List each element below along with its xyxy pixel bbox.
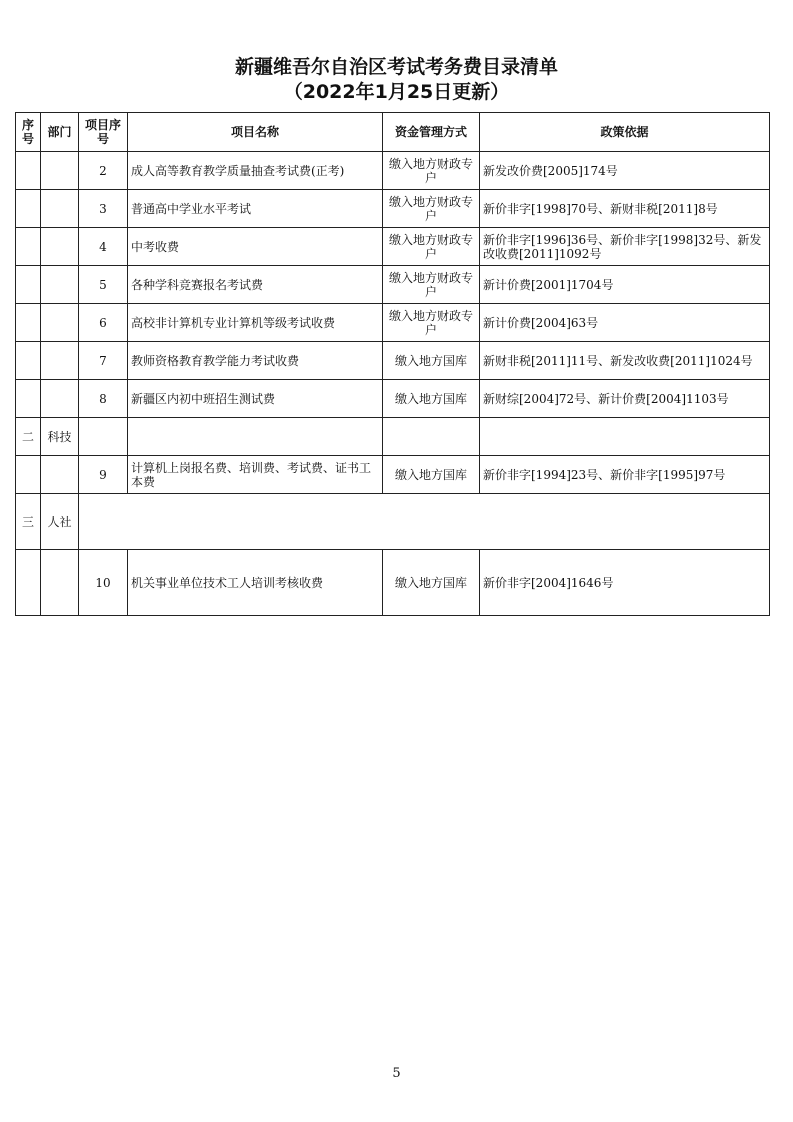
section-span [79, 494, 770, 550]
cell-fund-mode: 缴入地方财政专户 [383, 152, 480, 190]
header-seq: 序号 [16, 113, 41, 152]
cell-item-seq: 2 [79, 152, 128, 190]
cell-policy: 新价非字[2004]1646号 [480, 550, 770, 616]
header-fund-mode: 资金管理方式 [383, 113, 480, 152]
header-row [16, 113, 770, 152]
cell-seq [16, 228, 41, 266]
cell-fund-mode [383, 418, 480, 456]
cell-policy: 新财非税[2011]11号、新发改收费[2011]1024号 [480, 342, 770, 380]
cell-fund-mode: 缴入地方国库 [383, 456, 480, 494]
header-item-seq: 项目序号 [79, 113, 128, 152]
cell-item-name: 各种学科竞赛报名考试费 [128, 266, 383, 304]
cell-item-seq: 10 [79, 550, 128, 616]
document-subtitle: （2022年1月25日更新） [283, 81, 510, 103]
cell-seq [16, 456, 41, 494]
cell-dept [41, 152, 79, 190]
cell-fund-mode: 缴入地方国库 [383, 342, 480, 380]
cell-dept [41, 342, 79, 380]
cell-item-name: 机关事业单位技术工人培训考核收费 [128, 550, 383, 616]
table-row [16, 304, 770, 342]
cell-item-seq: 8 [79, 380, 128, 418]
section-seq: 二 [16, 418, 41, 456]
cell-dept [41, 304, 79, 342]
cell-item-name: 成人高等教育教学质量抽查考试费(正考) [128, 152, 383, 190]
table-row [16, 266, 770, 304]
cell-policy: 新价非字[1994]23号、新价非字[1995]97号 [480, 456, 770, 494]
cell-seq [16, 190, 41, 228]
cell-seq [16, 342, 41, 380]
table-row [16, 380, 770, 418]
section-row-tech [16, 418, 770, 456]
table-row [16, 228, 770, 266]
cell-item-name: 中考收费 [128, 228, 383, 266]
cell-fund-mode: 缴入地方国库 [383, 550, 480, 616]
cell-item-name [128, 418, 383, 456]
section-row-hr [16, 494, 770, 550]
cell-dept [41, 190, 79, 228]
cell-seq [16, 304, 41, 342]
cell-seq [16, 550, 41, 616]
cell-item-name: 教师资格教育教学能力考试收费 [128, 342, 383, 380]
cell-dept [41, 380, 79, 418]
cell-fund-mode: 缴入地方财政专户 [383, 190, 480, 228]
table-row [16, 550, 770, 616]
table-row [16, 342, 770, 380]
section-seq: 三 [16, 494, 41, 550]
cell-item-name: 高校非计算机专业计算机等级考试收费 [128, 304, 383, 342]
cell-item-seq: 9 [79, 456, 128, 494]
cell-policy: 新计价费[2001]1704号 [480, 266, 770, 304]
cell-dept [41, 550, 79, 616]
cell-item-seq: 5 [79, 266, 128, 304]
section-dept: 科技 [41, 418, 79, 456]
cell-item-name: 普通高中学业水平考试 [128, 190, 383, 228]
cell-fund-mode: 缴入地方财政专户 [383, 266, 480, 304]
cell-seq [16, 266, 41, 304]
header-policy: 政策依据 [480, 113, 770, 152]
cell-item-name: 计算机上岗报名费、培训费、考试费、证书工本费 [128, 456, 383, 494]
table-row [16, 456, 770, 494]
header-item-name: 项目名称 [128, 113, 383, 152]
table-row [16, 190, 770, 228]
cell-policy: 新财综[2004]72号、新计价费[2004]1103号 [480, 380, 770, 418]
cell-policy: 新价非字[1996]36号、新价非字[1998]32号、新发改收费[2011]1092号 [480, 228, 770, 266]
cell-item-seq: 6 [79, 304, 128, 342]
cell-seq [16, 152, 41, 190]
cell-fund-mode: 缴入地方财政专户 [383, 304, 480, 342]
cell-item-name: 新疆区内初中班招生测试费 [128, 380, 383, 418]
fee-table [15, 112, 770, 616]
cell-fund-mode: 缴入地方财政专户 [383, 228, 480, 266]
cell-item-seq: 4 [79, 228, 128, 266]
cell-dept [41, 456, 79, 494]
cell-policy: 新计价费[2004]63号 [480, 304, 770, 342]
document-title: 新疆维吾尔自治区考试考务费目录清单 [234, 56, 558, 78]
cell-item-seq [79, 418, 128, 456]
cell-item-seq: 3 [79, 190, 128, 228]
table-row [16, 152, 770, 190]
cell-seq [16, 380, 41, 418]
cell-item-seq: 7 [79, 342, 128, 380]
cell-policy [480, 418, 770, 456]
section-dept: 人社 [41, 494, 79, 550]
page-number: 5 [392, 1066, 401, 1081]
cell-policy: 新价非字[1998]70号、新财非税[2011]8号 [480, 190, 770, 228]
cell-policy: 新发改价费[2005]174号 [480, 152, 770, 190]
cell-dept [41, 266, 79, 304]
cell-dept [41, 228, 79, 266]
header-dept: 部门 [41, 113, 79, 152]
cell-fund-mode: 缴入地方国库 [383, 380, 480, 418]
